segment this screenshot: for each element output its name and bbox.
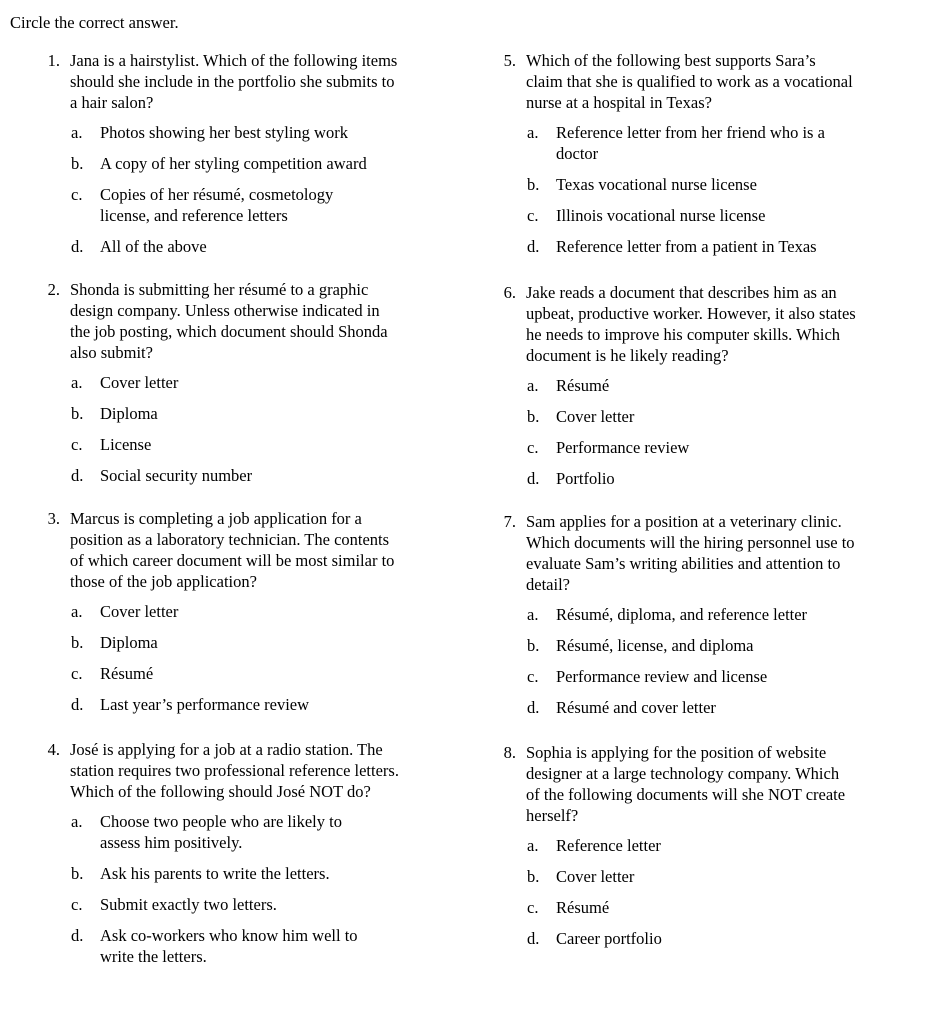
option-letter: b. <box>71 404 84 423</box>
answer-options <box>40 122 400 257</box>
option-text: Illinois vocational nurse license <box>556 206 766 225</box>
answer-option-b[interactable] <box>496 866 856 887</box>
question-3 <box>40 508 400 725</box>
option-letter: d. <box>527 469 540 488</box>
option-text: Cover letter <box>100 373 179 392</box>
option-text: Performance review and license <box>556 667 768 686</box>
option-text: Last year’s performance review <box>100 695 310 714</box>
option-letter: c. <box>527 206 539 225</box>
option-text: Career portfolio <box>556 929 662 948</box>
option-text: Texas vocational nurse license <box>556 175 757 194</box>
option-letter: a. <box>71 812 83 831</box>
question-number: 7. <box>503 512 516 531</box>
answer-option-b[interactable] <box>40 153 400 174</box>
answer-option-a[interactable] <box>496 835 856 856</box>
answer-options <box>40 601 400 715</box>
answer-option-c[interactable] <box>496 437 856 458</box>
option-text: Résumé <box>100 664 154 683</box>
answer-options <box>496 835 856 949</box>
option-text: Résumé, diploma, and reference letter <box>556 605 808 624</box>
option-letter: c. <box>71 435 83 454</box>
option-letter: a. <box>527 836 539 855</box>
option-letter: a. <box>527 605 539 624</box>
option-letter: b. <box>527 407 540 426</box>
question-stem <box>496 50 856 113</box>
answer-option-d[interactable] <box>40 465 400 486</box>
question-1 <box>40 50 400 267</box>
option-text: Cover letter <box>556 867 635 886</box>
option-letter: c. <box>527 898 539 917</box>
answer-option-c[interactable] <box>496 897 856 918</box>
question-stem <box>40 50 400 113</box>
option-text: Portfolio <box>556 469 615 488</box>
option-text: Photos showing her best styling work <box>100 123 348 142</box>
question-number: 5. <box>503 51 516 70</box>
option-letter: d. <box>71 695 84 714</box>
question-7 <box>496 511 856 728</box>
answer-option-b[interactable] <box>496 406 856 427</box>
answer-option-d[interactable] <box>40 236 400 257</box>
question-8 <box>496 742 856 959</box>
option-text: Reference letter from her friend who is a doctor <box>556 123 825 163</box>
option-letter: c. <box>71 664 83 683</box>
answer-option-c[interactable] <box>496 666 856 687</box>
option-text: Cover letter <box>100 602 179 621</box>
answer-option-b[interactable] <box>496 174 856 195</box>
option-letter: d. <box>527 237 540 256</box>
option-letter: c. <box>71 185 83 204</box>
question-number: 8. <box>503 743 516 762</box>
option-text: Reference letter from a patient in Texas <box>556 237 817 256</box>
answer-options <box>40 372 400 486</box>
answer-option-a[interactable] <box>496 604 856 625</box>
answer-option-d[interactable] <box>40 925 390 967</box>
answer-option-a[interactable] <box>40 122 400 143</box>
answer-option-b[interactable] <box>496 635 856 656</box>
question-stem <box>40 739 400 802</box>
question-6 <box>496 282 856 499</box>
answer-option-d[interactable] <box>496 468 856 489</box>
question-text: Sophia is applying for the position of website designer at a large technology company. Which of the following documents will she NOT create herself? <box>526 743 846 825</box>
question-4 <box>40 739 400 977</box>
question-number: 3. <box>47 509 60 528</box>
option-letter: d. <box>71 237 84 256</box>
answer-option-b[interactable] <box>40 632 400 653</box>
option-letter: a. <box>71 373 83 392</box>
option-text: Cover letter <box>556 407 635 426</box>
question-text: Which of the following best supports Sara’s claim that she is qualified to work as a vocational nurse at a hospital in Texas? <box>526 51 853 112</box>
question-number: 6. <box>503 283 516 302</box>
question-text: Marcus is completing a job application for a position as a laboratory technician. The contents of which career document will be most similar to those of the job application? <box>70 509 395 591</box>
option-text: Résumé <box>556 376 610 395</box>
answer-option-d[interactable] <box>496 928 856 949</box>
question-stem <box>496 742 856 826</box>
answer-option-c[interactable] <box>40 894 400 915</box>
option-text: License <box>100 435 152 454</box>
option-text: Ask his parents to write the letters. <box>100 864 330 883</box>
answer-option-a[interactable] <box>40 601 400 622</box>
question-text: Sam applies for a position at a veterinary clinic. Which documents will the hiring personnel use to evaluate Sam’s writing abilities and attention to detail? <box>526 512 855 594</box>
option-text: Performance review <box>556 438 690 457</box>
option-text: Copies of her résumé, cosmetology license, and reference letters <box>100 185 334 225</box>
question-5 <box>496 50 856 267</box>
answer-option-c[interactable] <box>40 663 400 684</box>
option-letter: d. <box>527 698 540 717</box>
answer-options <box>496 604 856 718</box>
question-number: 4. <box>47 740 60 759</box>
option-text: Reference letter <box>556 836 661 855</box>
question-stem <box>40 508 400 592</box>
option-letter: b. <box>527 636 540 655</box>
option-letter: c. <box>71 895 83 914</box>
option-letter: b. <box>71 864 84 883</box>
option-letter: b. <box>71 633 84 652</box>
question-number: 2. <box>47 280 60 299</box>
answer-option-a[interactable] <box>496 122 851 164</box>
answer-options <box>496 122 856 257</box>
answer-option-d[interactable] <box>496 697 856 718</box>
question-stem <box>496 282 856 366</box>
question-text: Jana is a hairstylist. Which of the following items should she include in the portfolio she submits to a hair salon? <box>70 51 398 112</box>
question-number: 1. <box>47 51 60 70</box>
answer-option-a[interactable] <box>496 375 856 396</box>
option-letter: b. <box>527 175 540 194</box>
question-text: José is applying for a job at a radio station. The station requires two professional reference letters. Which of the following should José NOT do? <box>70 740 399 801</box>
option-text: Ask co-workers who know him well to write the letters. <box>100 926 358 966</box>
question-text: Jake reads a document that describes him as an upbeat, productive worker. However, it also states he needs to improve his computer skills. Which document is he likely reading? <box>526 283 856 365</box>
answer-option-c[interactable] <box>40 184 370 226</box>
answer-option-d[interactable] <box>496 236 856 257</box>
option-letter: a. <box>71 602 83 621</box>
option-letter: a. <box>71 123 83 142</box>
option-text: Diploma <box>100 404 158 423</box>
option-text: Submit exactly two letters. <box>100 895 277 914</box>
option-letter: d. <box>71 466 84 485</box>
answer-option-c[interactable] <box>496 205 856 226</box>
option-letter: b. <box>527 867 540 886</box>
option-text: Social security number <box>100 466 253 485</box>
answer-option-d[interactable] <box>40 694 400 715</box>
option-letter: d. <box>71 926 84 945</box>
option-letter: c. <box>527 438 539 457</box>
option-text: Diploma <box>100 633 158 652</box>
answer-options <box>40 811 400 967</box>
answer-options <box>496 375 856 489</box>
instructions: Circle the correct answer. <box>10 13 179 32</box>
answer-option-c[interactable] <box>40 434 400 455</box>
option-text: All of the above <box>100 237 207 256</box>
question-2 <box>40 279 400 496</box>
answer-option-b[interactable] <box>40 863 400 884</box>
option-letter: d. <box>527 929 540 948</box>
option-text: A copy of her styling competition award <box>100 154 367 173</box>
question-stem <box>496 511 856 595</box>
answer-option-b[interactable] <box>40 403 400 424</box>
question-text: Shonda is submitting her résumé to a graphic design company. Unless otherwise indicated in the job posting, which document should Shonda also submit? <box>70 280 388 362</box>
option-text: Résumé, license, and diploma <box>556 636 754 655</box>
option-letter: a. <box>527 123 539 142</box>
option-letter: b. <box>71 154 84 173</box>
answer-option-a[interactable] <box>40 372 400 393</box>
question-stem <box>40 279 400 363</box>
option-text: Résumé <box>556 898 610 917</box>
option-text: Résumé and cover letter <box>556 698 716 717</box>
option-letter: a. <box>527 376 539 395</box>
option-letter: c. <box>527 667 539 686</box>
answer-option-a[interactable] <box>40 811 385 853</box>
option-text: Choose two people who are likely to assess him positively. <box>100 812 342 852</box>
